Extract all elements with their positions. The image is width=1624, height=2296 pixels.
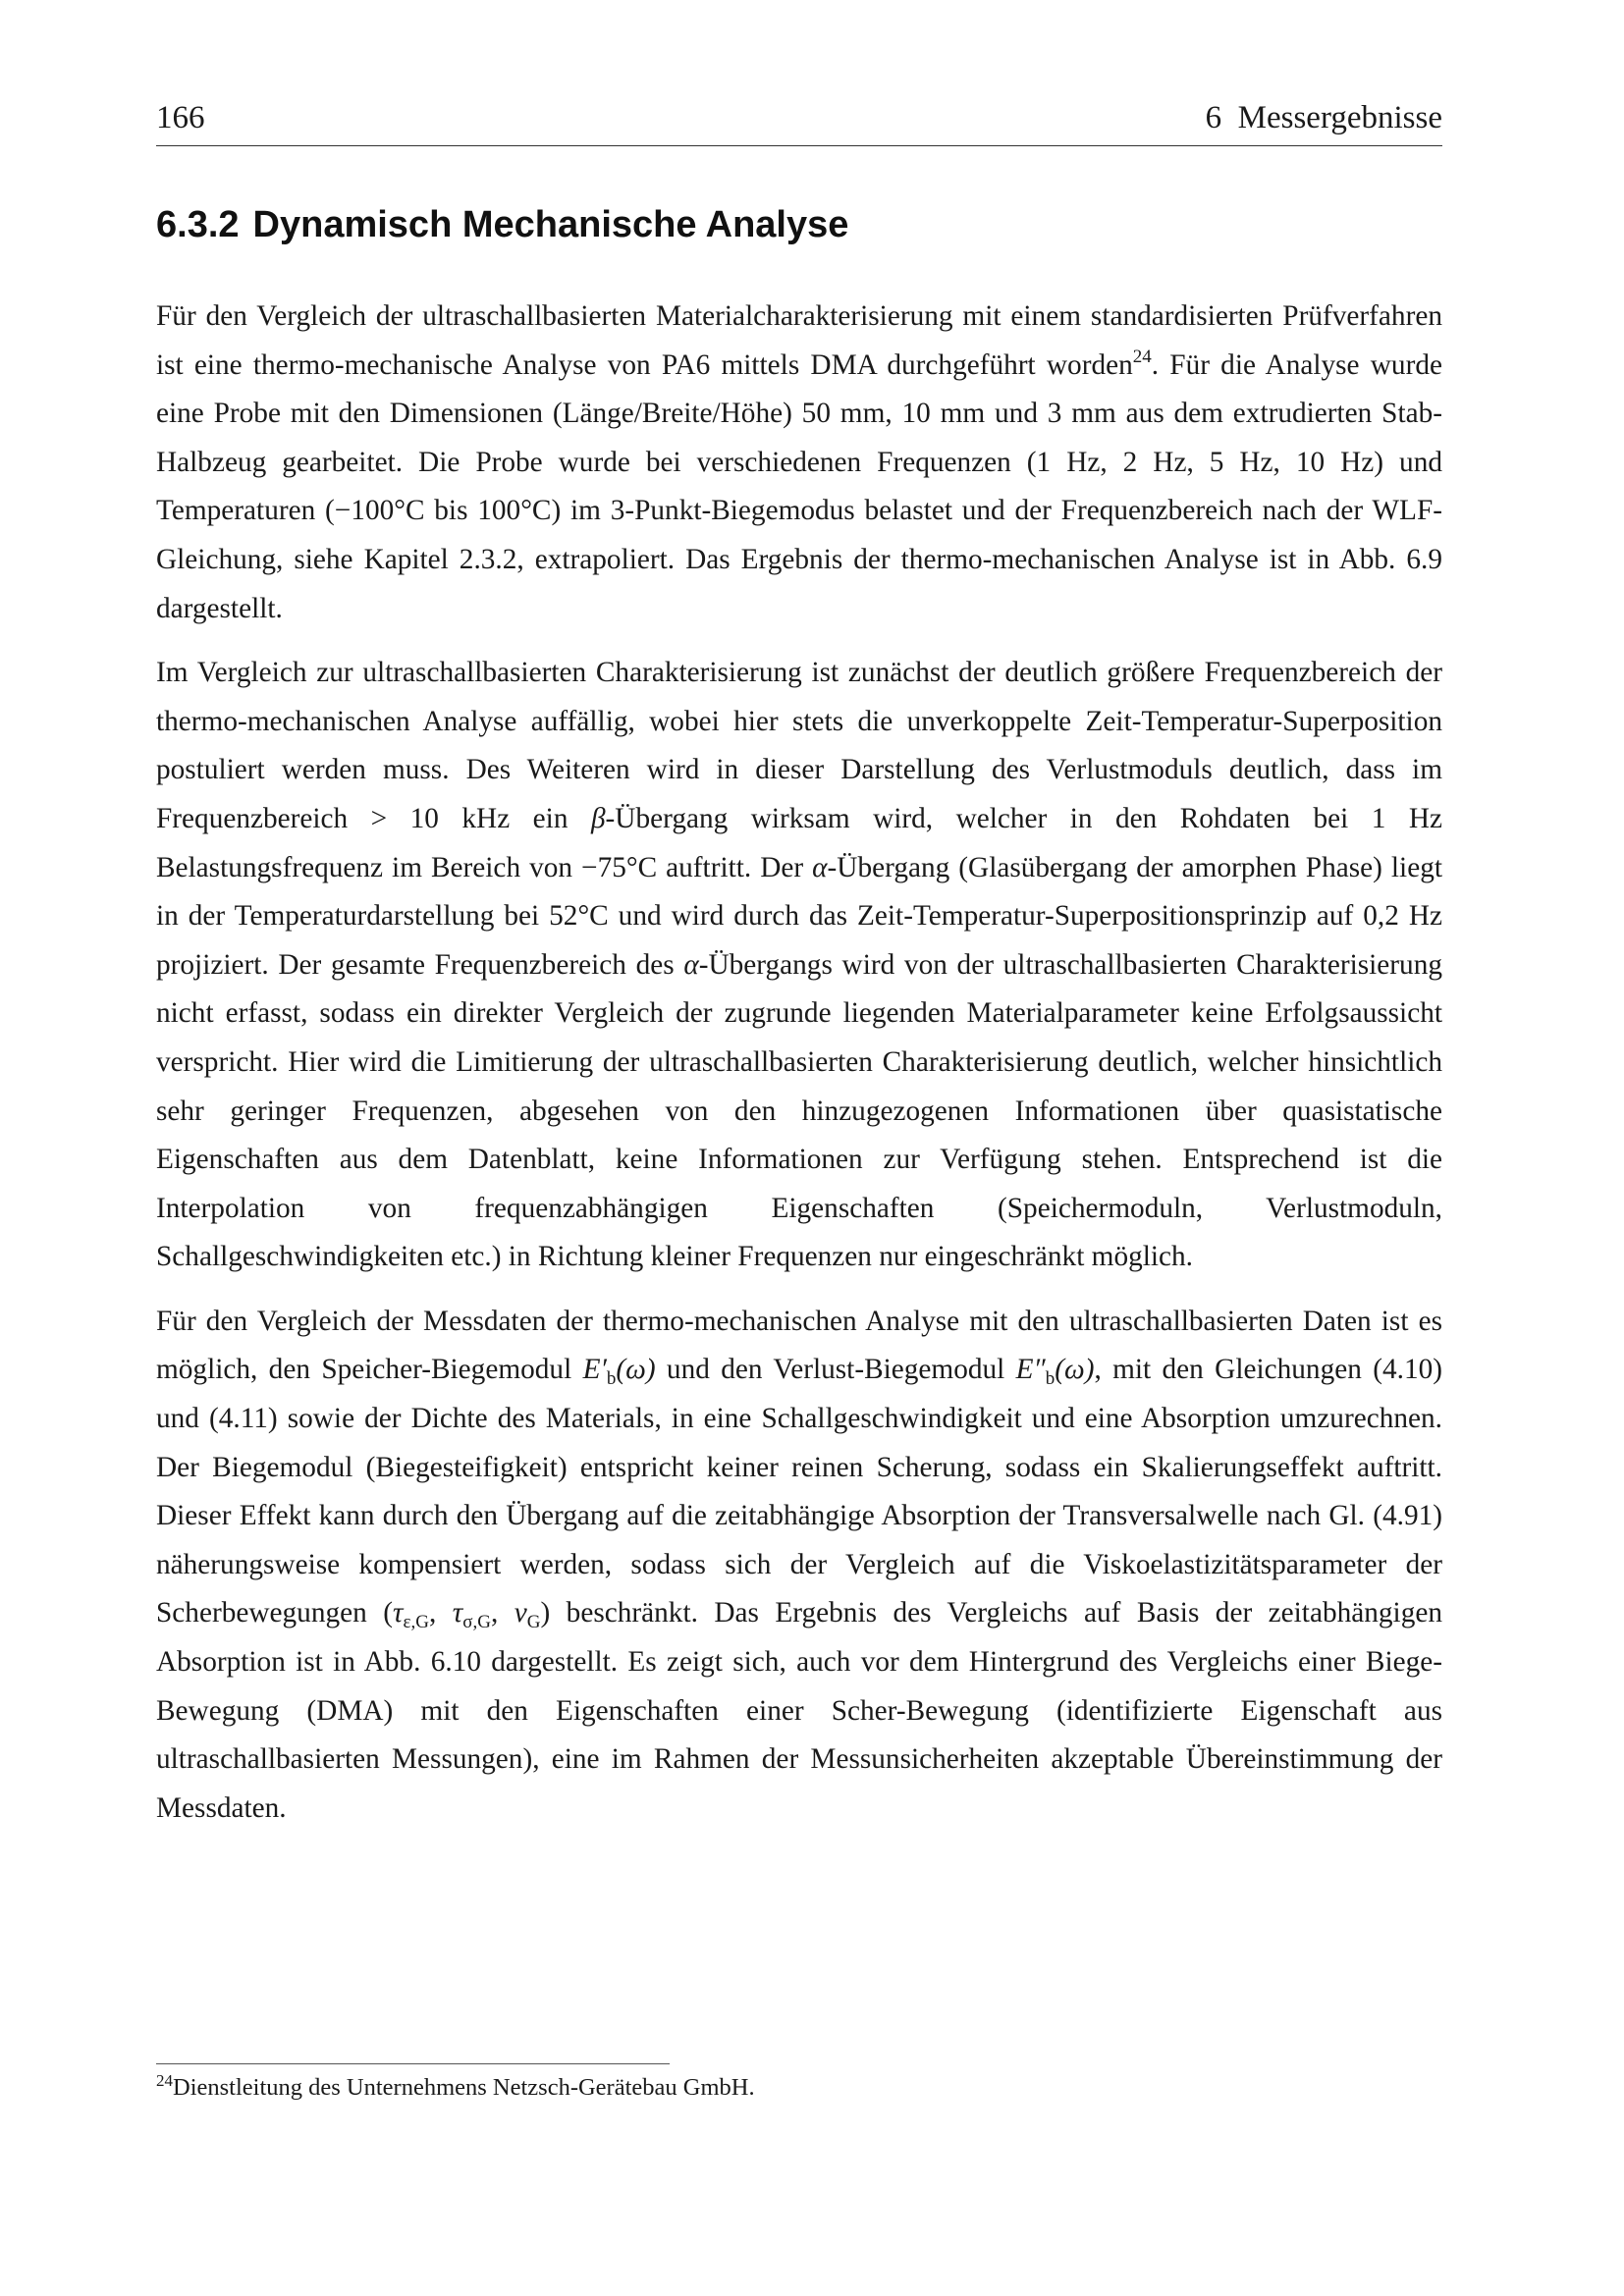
section-heading [156,199,848,250]
footnote-number: 24 [156,2071,173,2090]
p2-text-b: -Übergang wirksam wird, welcher in den Rohdaten bei 1 Hz Belastungsfrequenz im Bereich von −75°C auftritt. Der [156,802,1443,883]
section-number: 6.3.2 [156,204,240,245]
tau-symbol: τ [452,1597,463,1629]
beta-symbol: β [590,802,606,834]
page-number: 166 [156,100,205,135]
tau-subscript: ε,G [403,1612,429,1633]
nu-subscript: G [526,1612,541,1633]
alpha-symbol: α [812,851,828,883]
paragraph-3 [156,1298,1442,1834]
p3-text-a: Für den Vergleich der Messdaten der thermo-mechanischen Analyse mit den ultraschallbasierten Daten ist es möglich, den Speicher-Biegemodul [156,1305,1442,1386]
loss-modulus-subscript: b [1045,1368,1056,1390]
footnote-text: Dienstleitung des Unternehmens Netzsch-Gerätebau GmbH. [173,2074,755,2101]
footnote-reference[interactable]: 24 [1132,346,1152,367]
loss-modulus-symbol: E″ [1015,1354,1046,1386]
p1-text-b: . Für die Analyse wurde eine Probe mit den Dimensionen (Länge/Breite/Höhe) 50 mm, 10 mm und 3 mm aus dem extrudierten Stab-Halbzeug gearbeitet. Die Probe wurde bei verschiedenen Frequenzen (1 Hz, 2 Hz, 5 Hz, 10 Hz) und Temperaturen (−100°C bis 100°C) im 3-Punkt-Biegemodus belastet und der Frequenzbereich nach der WLF-Gleichung, siehe Kapitel 2.3.2, extrapoliert. Das Ergebnis der thermo-mechanischen Analyse ist in Abb. 6.9 dargestellt. [156,348,1442,624]
omega-argument: (ω) [616,1354,656,1386]
p3-text-d: ) beschränkt. Das Ergebnis des Vergleichs auf Basis der zeitabhängigen Absorption ist in Abb. 6.10 dargestellt. Es zeigt sich, auch vor dem Hintergrund des Vergleichs einer Biege-Bewegung (DMA) mit den Eigenschaften einer Scher-Bewegung (identifizierte Eigenschaft aus ultraschallbasierten Messungen), eine im Rahmen der Messunsicherheiten akzeptable Übereinstimmung der Messdaten. [156,1597,1442,1824]
storage-modulus-subscript: b [606,1368,617,1390]
separator: , [490,1597,514,1629]
alpha-symbol: α [683,948,699,981]
omega-argument: (ω) [1055,1354,1095,1386]
running-head [156,98,1442,146]
p3-text-b: und den Verlust-Biegemodul [655,1354,1016,1386]
p2-text-a: Im Vergleich zur ultraschallbasierten Charakterisierung ist zunächst der deutlich größere Frequenzbereich der thermo-mechanischen Analyse auffällig, wobei hier stets die unverkoppelte Zeit-Temperatur-Superposition postuliert werden muss. Des Weiteren wird in dieser Darstellung des Verlustmoduls deutlich, dass im Frequenzbereich > 10 kHz ein [156,657,1442,834]
paragraph-2 [156,649,1442,1282]
p2-text-c: -Übergang (Glasübergang der amorphen Phase) liegt in der Temperaturdarstellung bei 52°C und wird durch das Zeit-Temperatur-Superpositionsprinzip auf 0,2 Hz projiziert. Der gesamte Frequenzbereich des [156,851,1442,981]
footnote-rule [156,2063,670,2064]
chapter-title: 6 Messergebnisse [1205,100,1442,135]
section-title: Dynamisch Mechanische Analyse [252,204,849,245]
storage-modulus-symbol: E′ [582,1354,607,1386]
paragraph-1 [156,293,1442,633]
p2-text-d: -Übergangs wird von der ultraschallbasierten Charakterisierung nicht erfasst, sodass ein direkter Vergleich der zugrunde liegenden Materialparameter keine Erfolgsaussicht verspricht. Hier wird die Limitierung der ultraschallbasierten Charakterisierung deutlich, welcher hinsichtlich sehr geringer Frequenzen, abgesehen von den hinzugezogenen Informationen über quasistatische Eigenschaften aus dem Datenblatt, keine Informationen zur Verfügung stehen. Entsprechend ist die Interpolation von frequenzabhängigen Eigenschaften (Speichermoduln, Verlustmoduln, Schallgeschwindigkeiten etc.) in Richtung kleiner Frequenzen nur eingeschränkt möglich. [156,948,1442,1273]
p3-text-c: , mit den Gleichungen (4.10) und (4.11) sowie der Dichte des Materials, in eine Schallgeschwindigkeit und eine Absorption umzurechnen. Der Biegemodul (Biegesteifigkeit) entspricht keiner reinen Scherung, sodass ein Skalierungseffekt auftritt. Dieser Effekt kann durch den Übergang auf die zeitabhängige Absorption der Transversalwelle nach Gl. (4.91) näherungsweise kompensiert werden, sodass sich der Vergleich auf die Viskoelastizitätsparameter der Scherbewegungen ( [156,1354,1442,1629]
p1-text-a: Für den Vergleich der ultraschallbasierten Materialcharakterisierung mit einem standardisierten Prüfverfahren ist eine thermo-mechanische Analyse von PA6 mittels DMA durchgeführt worden [156,300,1442,381]
tau-symbol: τ [392,1597,404,1629]
separator: , [428,1597,453,1629]
tau-subscript: σ,G [462,1612,491,1633]
body-text [156,293,1442,1848]
nu-symbol: ν [514,1597,527,1629]
footnote [156,2071,1442,2105]
